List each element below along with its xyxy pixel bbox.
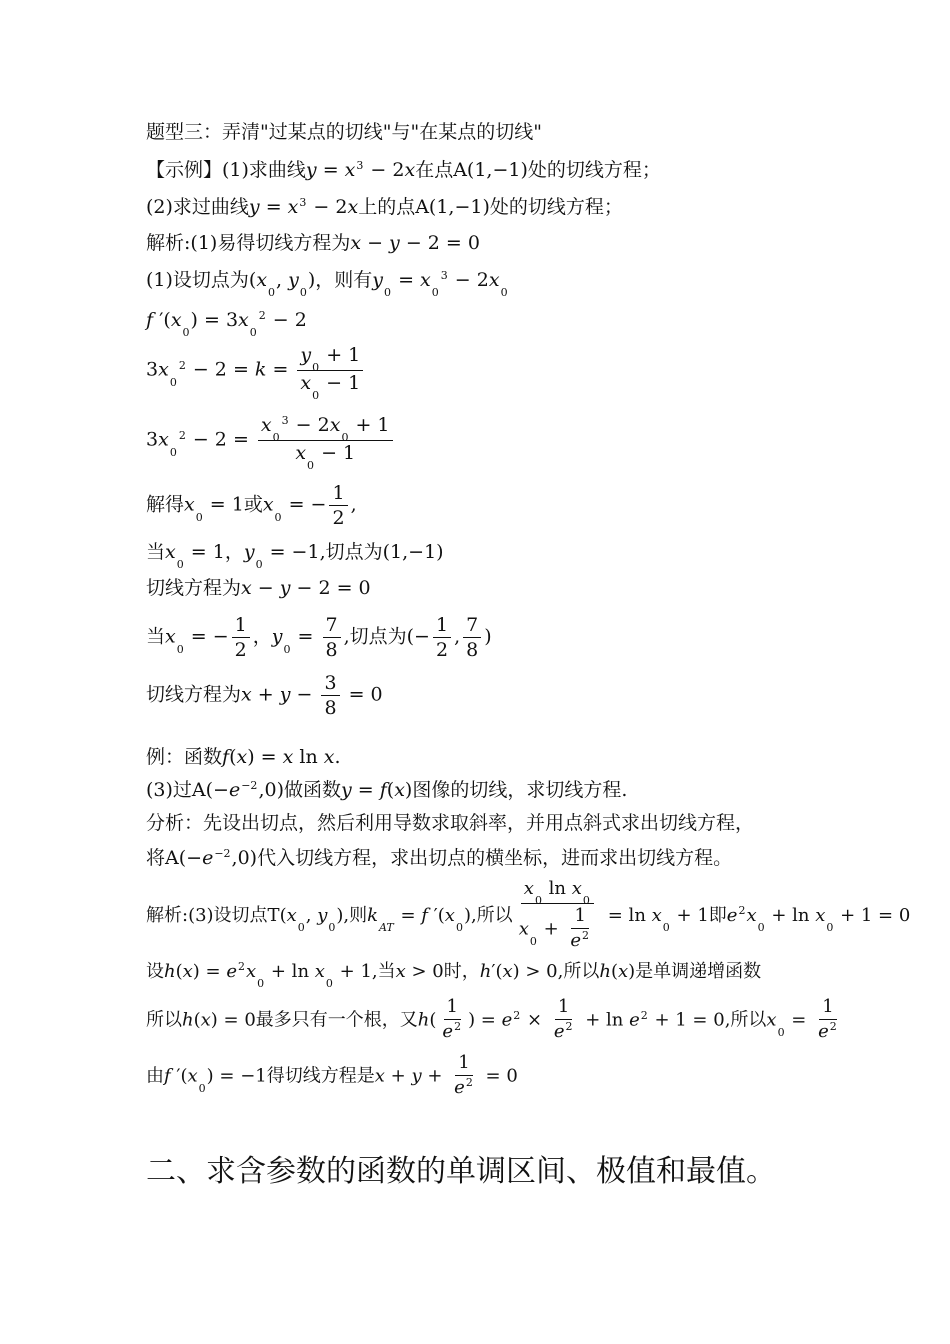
- example-statement: 例：函数f(x) = x ln x.: [146, 746, 341, 768]
- example-question-3: (3)过$A(-e^{-2},0)$做函数y = f(x)图像的切线，求切线方程.: [146, 779, 628, 801]
- solution-line: 当$x_0 = 1$，$y_0 = -1$,切点为(1,−1): [146, 541, 444, 571]
- formula-line: $3x_0^2 - 2$ = $\frac{x_0^3 - 2x_0 + 1}{x_0 - 1}$: [146, 414, 396, 467]
- section-heading: 二、求含参数的函数的单调区间、极值和最值。: [146, 1154, 776, 1189]
- analysis-line: 分析：先设出切点，然后利用导数求取斜率，并用点斜式求出切线方程，: [146, 812, 755, 834]
- example-question-1: 【示例】(1)求曲线$y = x^3 - 2x$在点A(1,−1)处的切线方程；: [146, 159, 661, 181]
- analysis-line: 将$A(-e^{-2},0)$代入切线方程，求出切点的横坐标，进而求出切线方程。: [146, 847, 733, 869]
- solution-line: 切线方程为x + y − $\frac{3}{8}$ = 0: [146, 672, 383, 719]
- solution-line: 解得$x_0 = 1$或$x_0$ = − $\frac{1}{2}$ ,: [146, 482, 357, 529]
- solution-line: 解析:(3)设切点$T(x_0$, $y_0$),则$k_{AT} = f$ $'(x_0)$,所以 $x_0$ $\ln x_0$ $x_0$ + $\frac{1}{e^2}$ = $\ln x_0 + 1$即$e^2x_0 + \ln x_0 + 1 = 0$: [146, 878, 911, 951]
- solution-line: 设$h(x) = e^2x_0 + \ln x_0 + 1$,当x > 0时，h′(x) > 0,所以h(x)是单调递增函数: [146, 960, 762, 990]
- solution-line: 所以h(x) = 0最多只有一个根，又h( $\frac{1}{e^2}$ ) = $e^2$ × $\frac{1}{e^2}$ + $\ln e^2 + 1 = 0$,所以$x_0$ = $\frac{1}{e^2}$: [146, 996, 837, 1042]
- solution-line: 切线方程为x − y − 2 = 0: [146, 577, 371, 599]
- solution-line: 由f $'(x_0) = -1$得切线方程是x + y + $\frac{1}{e^2}$ = 0: [146, 1052, 518, 1098]
- formula-line: f $'(x_0) = 3x_0^2 - 2$: [146, 309, 307, 339]
- solution-line: 解析:(1)易得切线方程为x − y − 2 = 0: [146, 232, 480, 254]
- solution-line: (1)设切点为($x_0$, $y_0$)，则有$y_0 = x_0^3 - 2x_0$: [146, 269, 508, 299]
- section-title: 题型三：弄清"过某点的切线"与"在某点的切线": [146, 121, 542, 143]
- example-question-2: (2)求过曲线$y = x^3 - 2x$上的点A(1,−1)处的切线方程；: [146, 196, 623, 218]
- formula-line: $3x_0^2 - 2 = k$ = $\frac{y_0 + 1}{x_0 - 1}$: [146, 344, 366, 397]
- solution-line: 当$x_0$ = − $\frac{1}{2}$ ，$y_0$ = $\frac{7}{8}$ ,切点为(− $\frac{1}{2}$ , $\frac{7}{8}$ ): [146, 614, 492, 661]
